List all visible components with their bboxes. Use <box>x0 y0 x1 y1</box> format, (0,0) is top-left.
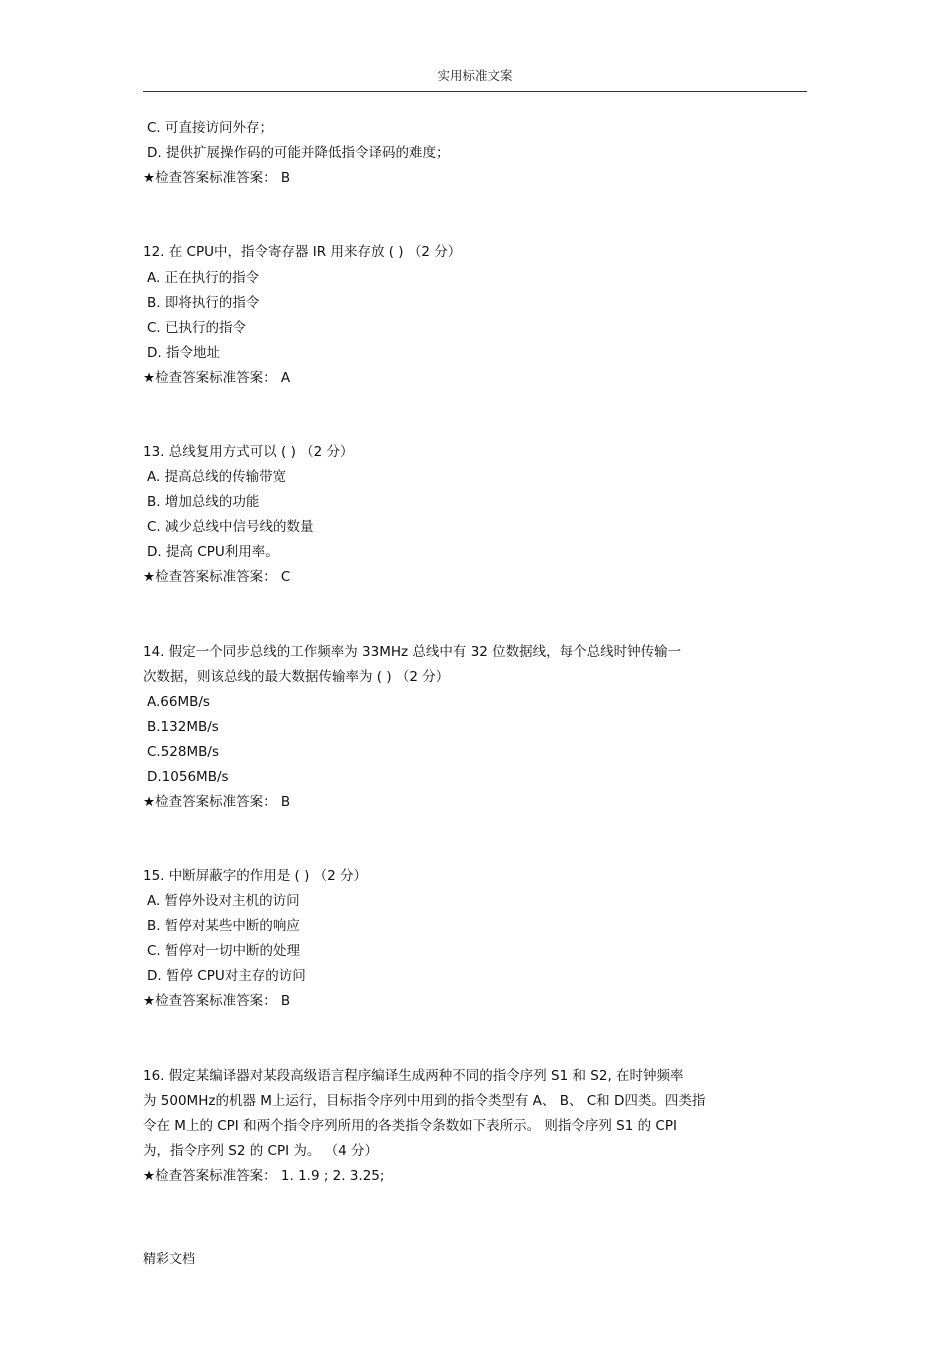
header-divider <box>143 91 807 92</box>
option-c: C. 可直接访问外存； <box>147 120 274 136</box>
option-b: B. 暂停对某些中断的响应 <box>147 918 300 934</box>
answer-line: ★检查答案标准答案： A <box>143 370 291 386</box>
option-d: D.1056MB/s <box>147 769 229 785</box>
option-d: D. 指令地址 <box>147 345 220 361</box>
page-footer: 精彩文档 <box>143 1252 196 1267</box>
option-b: B. 即将执行的指令 <box>147 295 260 311</box>
answer-line: ★检查答案标准答案： B <box>143 993 291 1009</box>
question-16-text-line2: 为 500MHz的机器 M上运行，目标指令序列中用到的指令类型有 A、 B、 C和 D四类。四类指 <box>143 1093 706 1109</box>
question-14-text-line1: 14. 假定一个同步总线的工作频率为 33MHz 总线中有 32 位数据线，每个总线时钟传输一 <box>143 644 682 660</box>
option-c: C.528MB/s <box>147 744 219 760</box>
question-13-text: 13. 总线复用方式可以 ( ) （2 分） <box>143 444 354 460</box>
question-16-text-line4: 为，指令序列 S2 的 CPI 为。 （4 分） <box>143 1143 379 1159</box>
option-c: C. 已执行的指令 <box>147 320 247 336</box>
question-14-text-line2: 次数据，则该总线的最大数据传输率为 ( ) （2 分） <box>143 669 450 685</box>
option-d: D. 提供扩展操作码的可能并降低指令译码的难度； <box>147 145 450 161</box>
question-12-text: 12. 在 CPU中，指令寄存器 IR 用来存放 ( ) （2 分） <box>143 244 462 260</box>
option-b: B. 增加总线的功能 <box>147 494 260 510</box>
option-a: A. 正在执行的指令 <box>147 270 260 286</box>
question-15-text: 15. 中断屏蔽字的作用是 ( ) （2 分） <box>143 868 368 884</box>
option-a: A. 提高总线的传输带宽 <box>147 469 287 485</box>
option-d: D. 暂停 CPU对主存的访问 <box>147 968 306 984</box>
answer-line: ★检查答案标准答案： B <box>143 794 291 810</box>
option-a: A. 暂停外设对主机的访问 <box>147 893 300 909</box>
option-d: D. 提高 CPU利用率。 <box>147 544 279 560</box>
question-16-text-line1: 16. 假定某编译器对某段高级语言程序编译生成两种不同的指令序列 S1 和 S2, 在时钟频率 <box>143 1068 684 1084</box>
option-c: C. 减少总线中信号线的数量 <box>147 519 314 535</box>
option-b: B.132MB/s <box>147 719 219 735</box>
page-header-title: 实用标准文案 <box>437 68 513 83</box>
question-16-text-line3: 令在 M上的 CPI 和两个指令序列所用的各类指令条数如下表所示。 则指令序列 S1 的 CPI <box>143 1118 677 1134</box>
option-c: C. 暂停对一切中断的处理 <box>147 943 301 959</box>
answer-line: ★检查答案标准答案： 1. 1.9 ; 2. 3.25; <box>143 1168 385 1184</box>
option-a: A.66MB/s <box>147 694 210 710</box>
answer-line: ★检查答案标准答案： C <box>143 569 291 585</box>
answer-line: ★检查答案标准答案： B <box>143 170 291 186</box>
